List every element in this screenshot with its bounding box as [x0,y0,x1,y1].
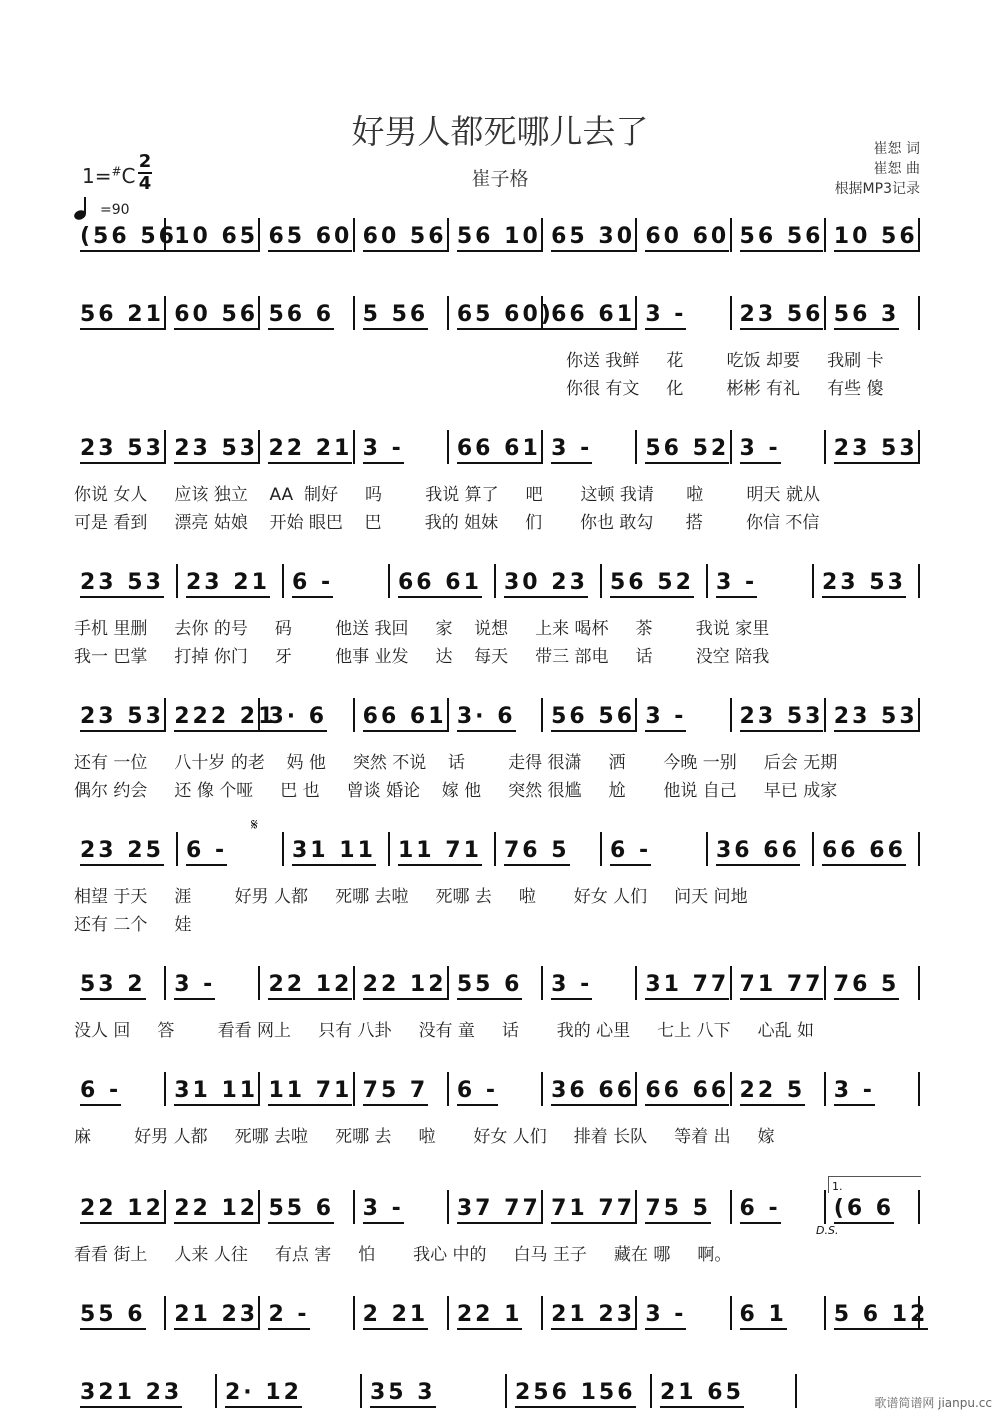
lyric-line: 还有 二个 娃 [74,915,192,935]
measure-notes: 2· 12 [225,1380,302,1408]
measure-notes: 22 1 [457,1302,523,1330]
measure-notes: 22 12 [174,1196,258,1224]
time-signature [138,152,152,194]
tempo-marking: =90 [100,202,130,218]
lyric-line: 麻 好男 人都 死哪 去啦 死哪 去 啦 好女 人们 排着 长队 等着 出 嫁 [74,1127,775,1147]
barline [258,1296,260,1330]
measure-notes: 3 - [716,570,757,598]
measure-notes: 66 61 [363,704,447,732]
barline [730,218,732,252]
barline [918,1296,920,1330]
measure-notes: 23 53 [834,704,918,732]
barline [635,698,637,732]
barline [635,1296,637,1330]
barline [388,564,390,598]
measure-notes: 3 - [645,302,686,330]
measure-notes: 3 - [363,1196,404,1224]
measure-notes: 256 156 [515,1380,636,1408]
time-denominator: 4 [138,173,152,194]
barline [164,218,166,252]
score-line [0,436,1000,533]
sharp-symbol: # [111,164,122,179]
measure-notes: 56 56 [740,224,824,252]
measure-notes: 56 56 [551,704,635,732]
barline [918,430,920,464]
measure-notes: 22 12 [80,1196,164,1224]
barline [918,296,920,330]
measure-notes: 56 52 [610,570,694,598]
barline [447,1072,449,1106]
volta-label: 1. [832,1180,843,1193]
barline [918,966,920,1000]
barline [730,698,732,732]
barline [164,1296,166,1330]
barline [353,1296,355,1330]
lyric-line: 偶尔 约会 还 像 个哑 巴 也 曾谈 婚论 嫁 他 突然 很尴 尬 他说 自己 早已 成家 [74,781,838,801]
measure-notes: 321 23 [80,1380,182,1408]
lyric-line: 你说 女人 应该 独立 AA 制好 吗 我说 算了 吧 这顿 我请 啦 明天 就从 [74,485,820,505]
measure-notes: 31 77 [645,972,729,1000]
barline [494,832,496,866]
measure-notes: 55 6 [80,1302,146,1330]
barline [447,218,449,252]
key-note: C [121,164,136,188]
measure-notes: 21 23 [551,1302,635,1330]
measure-notes: 66 66 [645,1078,729,1106]
measure-notes: 21 65 [660,1380,744,1408]
barline [447,1296,449,1330]
barline [447,296,449,330]
barline [918,1072,920,1106]
measure-notes: 6 - [186,838,227,866]
lyric-line: 你送 我鲜 花 吃饭 却要 我刷 卡 [566,351,884,371]
barline [353,1072,355,1106]
measure-notes: 56 21 [80,302,164,330]
measure-notes: 3 - [363,436,404,464]
barline [258,1072,260,1106]
barline [635,1072,637,1106]
score-line [0,224,1000,270]
barline [353,966,355,1000]
measure-notes: 22 12 [268,972,352,1000]
measure-notes: 21 23 [174,1302,258,1330]
measure-notes: 60 56 [174,302,258,330]
measure-notes: 56 6 [268,302,334,330]
measure-notes: 3 - [834,1078,875,1106]
barline [824,1190,826,1224]
barline [164,1072,166,1106]
barline [541,698,543,732]
measure-notes: 22 12 [363,972,447,1000]
lyric-line: 看看 街上 人来 人往 有点 害 怕 我心 中的 白马 王子 藏在 哪 啊。 [74,1245,732,1265]
barline [824,1296,826,1330]
key-signature [82,164,136,188]
measure-notes: 3 - [645,1302,686,1330]
barline [164,966,166,1000]
measure-notes: 76 5 [834,972,900,1000]
barline [258,430,260,464]
barline [176,832,178,866]
measure-notes: 3 - [551,436,592,464]
barline [635,296,637,330]
measure-notes: 22 5 [740,1078,806,1106]
measure-notes: 23 56 [740,302,824,330]
barline [918,564,920,598]
quarter-note-icon [72,196,94,222]
barline [164,296,166,330]
measure-notes: 30 23 [504,570,588,598]
score-line [0,972,1000,1041]
score-line [0,302,1000,399]
watermark: 歌谱简谱网 jianpu.cc [874,1396,992,1410]
performer-name: 崔子格 [471,168,529,190]
measure-notes: 23 21 [186,570,270,598]
measure-notes: 66 61 [457,436,541,464]
barline [353,218,355,252]
measure-notes: 37 77 [457,1196,541,1224]
barline [824,218,826,252]
measure-notes: 53 2 [80,972,146,1000]
measure-notes: 6 - [457,1078,498,1106]
barline [541,218,543,252]
barline [258,218,260,252]
score-line [0,704,1000,801]
barline [282,564,284,598]
measure-notes: 2 - [268,1302,309,1330]
barline [258,966,260,1000]
score-line [0,1078,1000,1147]
barline [795,1374,797,1408]
barline [258,1190,260,1224]
score-line [0,1380,1000,1426]
page-title: 好男人都死哪儿去了 [351,112,649,151]
barline [541,1296,543,1330]
score-line [0,838,1000,935]
measure-notes: 36 66 [716,838,800,866]
measure-notes: 23 53 [740,704,824,732]
measure-notes: (56 56 [80,224,177,252]
barline [541,966,543,1000]
barline [388,832,390,866]
measure-notes: 6 1 [740,1302,787,1330]
composer-credit: 崔恕 曲 [873,161,920,177]
lyric-line: 没人 回 答 看看 网上 只有 八卦 没有 童 话 我的 心里 七上 八下 心乱 如 [74,1021,814,1041]
measure-notes: 23 53 [80,436,164,464]
barline [447,698,449,732]
measure-notes: 56 3 [834,302,900,330]
barline [706,564,708,598]
barline [706,832,708,866]
measure-notes: 6 - [292,570,333,598]
barline [353,1190,355,1224]
lyric-line: 相望 于天 涯 好男 人都 死哪 去啦 死哪 去 啦 好女 人们 问天 问地 [74,887,748,907]
barline [824,966,826,1000]
barline [164,698,166,732]
barline [635,1190,637,1224]
measure-notes: 75 7 [363,1078,429,1106]
measure-notes: 23 25 [80,838,164,866]
source-note: 根据MP3记录 [834,181,920,197]
score-line [0,1196,1000,1265]
measure-notes: 65 60 [268,224,352,252]
measure-notes: 3 - [740,436,781,464]
barline [730,1072,732,1106]
lyric-line: 我一 巴掌 打掉 你门 牙 他事 业发 达 每天 带三 部电 话 没空 陪我 [74,647,770,667]
barline [730,1296,732,1330]
barline [730,430,732,464]
barline [824,296,826,330]
measure-notes: 222 21 [174,704,276,732]
measure-notes: 56 10 [457,224,541,252]
segno-icon: 𝄋 [251,815,258,834]
barline [176,564,178,598]
measure-notes: 3 - [551,972,592,1000]
measure-notes: 65 60) [457,302,554,330]
barline [447,966,449,1000]
measure-notes: 31 11 [174,1078,258,1106]
barline [258,296,260,330]
measure-notes: 10 65 [174,224,258,252]
score-line [0,570,1000,667]
barline [353,430,355,464]
barline [541,1072,543,1106]
barline [541,430,543,464]
measure-notes: 6 - [740,1196,781,1224]
measure-notes: 76 5 [504,838,570,866]
barline [541,296,543,330]
barline [164,430,166,464]
key-prefix: 1= [82,164,112,188]
measure-notes: 65 30 [551,224,635,252]
barline [600,832,602,866]
barline [635,966,637,1000]
lyric-line: 手机 里删 去你 的号 码 他送 我回 家 说想 上来 喝杯 茶 我说 家里 [74,619,770,639]
measure-notes: 5 6 12 [834,1302,929,1330]
barline [824,698,826,732]
barline [918,698,920,732]
measure-notes: 23 53 [174,436,258,464]
measure-notes: 35 3 [370,1380,436,1408]
lyric-line: 还有 一位 八十岁 的老 妈 他 突然 不说 话 走得 很潇 洒 今晚 一别 后会 无期 [74,753,838,773]
barline [600,564,602,598]
time-numerator: 2 [138,151,152,172]
barline [360,1374,362,1408]
measure-notes: 66 61 [398,570,482,598]
measure-notes: 60 60 [645,224,729,252]
measure-notes: 75 5 [645,1196,711,1224]
measure-notes: 23 53 [80,704,164,732]
lyricist-credit: 崔恕 词 [873,141,920,157]
barline [258,698,260,732]
measure-notes: 3 - [645,704,686,732]
lyric-line: 可是 看到 漂亮 姑娘 开始 眼巴 巴 我的 姐妹 们 你也 敢勾 搭 你信 不信 [74,513,820,533]
barline [812,564,814,598]
measure-notes: 5 56 [363,302,429,330]
measure-notes: 23 53 [80,570,164,598]
measure-notes: 36 66 [551,1078,635,1106]
barline [824,430,826,464]
barline [164,1190,166,1224]
score-line [0,1302,1000,1348]
ds-marking: D.S. [816,1224,839,1237]
barline [635,218,637,252]
measure-notes: 3 - [174,972,215,1000]
measure-notes: 55 6 [268,1196,334,1224]
measure-notes: 31 11 [292,838,376,866]
measure-notes: 23 53 [822,570,906,598]
measure-notes: (6 6 [834,1196,894,1224]
barline [730,966,732,1000]
measure-notes: 71 77 [740,972,824,1000]
barline [730,1190,732,1224]
measure-notes: 3· 6 [268,704,327,732]
barline [282,832,284,866]
barline [447,430,449,464]
measure-notes: 6 - [610,838,651,866]
barline [918,218,920,252]
barline [353,296,355,330]
measure-notes: 56 52 [645,436,729,464]
measure-notes: 6 - [80,1078,121,1106]
barline [812,832,814,866]
measure-notes: 10 56 [834,224,918,252]
barline [918,1190,920,1224]
barline [494,564,496,598]
measure-notes: 66 61 [551,302,635,330]
barline [730,296,732,330]
measure-notes: 2 21 [363,1302,429,1330]
measure-notes: 3· 6 [457,704,516,732]
measure-notes: 22 21 [268,436,352,464]
barline [505,1374,507,1408]
measure-notes: 60 56 [363,224,447,252]
measure-notes: 55 6 [457,972,523,1000]
measure-notes: 71 77 [551,1196,635,1224]
barline [650,1374,652,1408]
lyric-line: 你很 有文 化 彬彬 有礼 有些 傻 [566,379,884,399]
barline [541,1190,543,1224]
barline [824,1072,826,1106]
barline [447,1190,449,1224]
measure-notes: 23 53 [834,436,918,464]
barline [353,698,355,732]
measure-notes: 66 66 [822,838,906,866]
barline [918,832,920,866]
barline [635,430,637,464]
measure-notes: 11 71 [398,838,482,866]
measure-notes: 11 71 [268,1078,352,1106]
barline [215,1374,217,1408]
